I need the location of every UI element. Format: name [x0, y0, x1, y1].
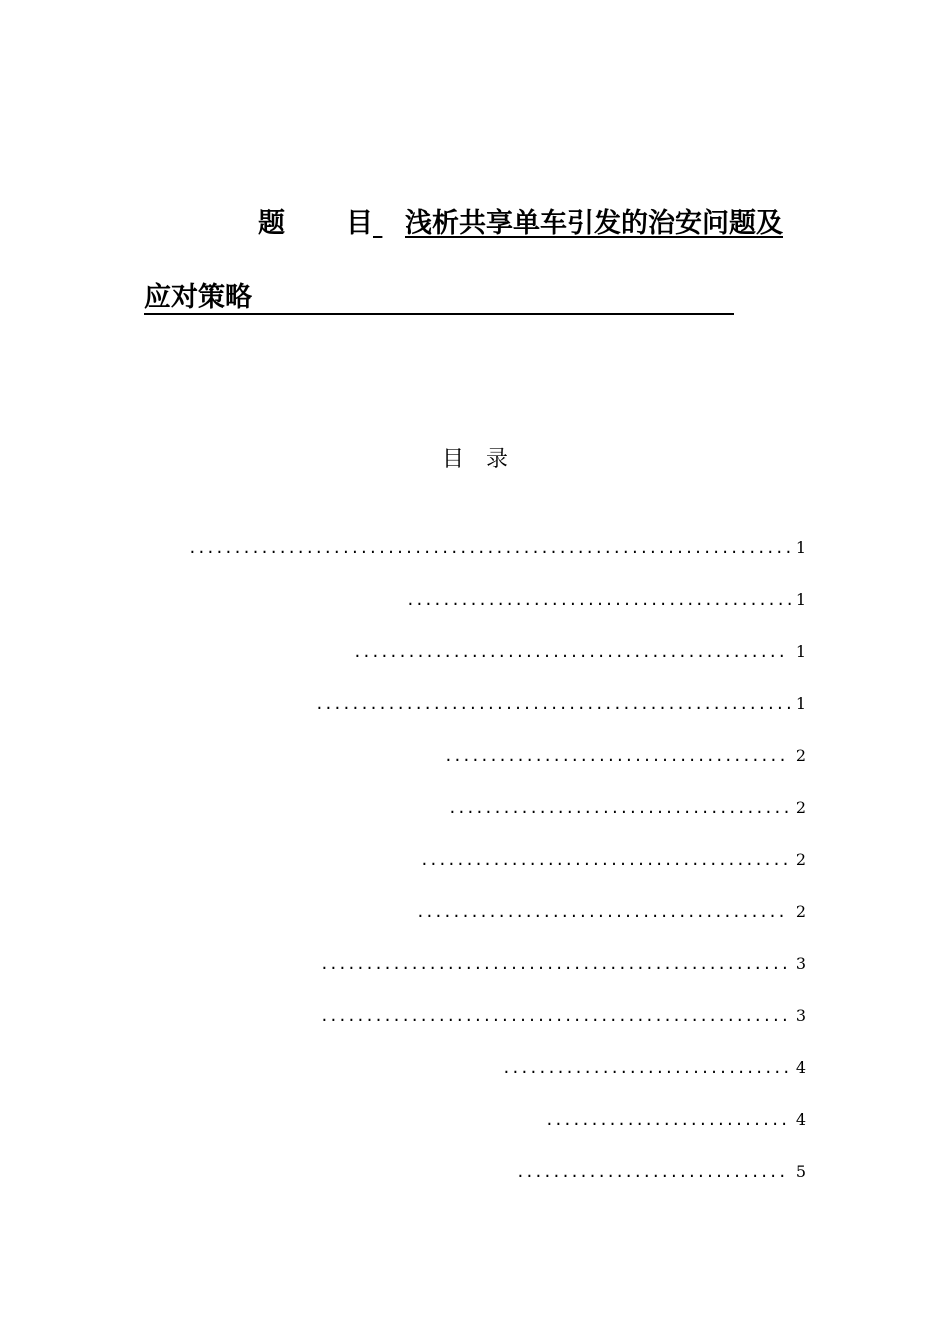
toc-entry[interactable]: [444, 742, 806, 770]
toc-entry[interactable]: [188, 534, 806, 562]
toc-leader-dots: ................................................: [352, 643, 787, 661]
title-line-1: [258, 200, 806, 248]
toc-leader-dots: ..............................: [515, 1163, 787, 1181]
toc-leader-dots: ...........................: [544, 1111, 789, 1129]
title-value-underlined: [373, 200, 783, 248]
toc-leader-dots: .........................................: [419, 851, 791, 869]
toc-page-number: 5: [795, 1162, 806, 1181]
toc-leader-dots: ......................................: [443, 747, 787, 765]
toc-leader-dots: ......................................: [447, 799, 791, 817]
toc-page-number: 4: [795, 1110, 806, 1129]
toc-page-number: 4: [795, 1058, 806, 1077]
toc-leader-dots: ....................................................: [319, 955, 790, 973]
title-label-char-2: 目: [346, 208, 373, 239]
toc-entry[interactable]: [320, 950, 806, 978]
toc-page-number: 2: [795, 746, 806, 765]
toc-leader-dots: ....................................................: [319, 1007, 790, 1025]
toc-entry[interactable]: [416, 898, 806, 926]
toc-entry[interactable]: [406, 586, 806, 614]
title-underline-rule: [144, 313, 734, 315]
title-label: [258, 200, 373, 248]
toc-leader-dots: ...................................................................: [187, 539, 793, 557]
toc-page-number: 1: [795, 642, 806, 661]
toc-page-number: 1: [795, 694, 806, 713]
toc-leader-dots: .....................................................: [314, 695, 794, 713]
toc-entry[interactable]: [420, 846, 806, 874]
toc-entry[interactable]: [320, 1002, 806, 1030]
toc-heading: 目录: [441, 447, 530, 472]
toc-leader-dots: .........................................: [415, 903, 787, 921]
title-underline-lead: [373, 200, 405, 248]
toc-leader-dots: ................................: [501, 1059, 791, 1077]
toc-page-number: 2: [795, 902, 806, 921]
toc-page-number: 3: [795, 954, 806, 973]
toc-entry[interactable]: [448, 794, 806, 822]
toc-page-number: 2: [795, 798, 806, 817]
title-label-char-1: 题: [258, 208, 285, 239]
toc-page-number: 1: [795, 590, 806, 609]
toc-entry[interactable]: [353, 638, 806, 666]
title-value-line-1: 浅析共享单车引发的治安问题及: [405, 208, 783, 239]
title-line-2: [144, 278, 734, 318]
toc-page-number: 1: [795, 538, 806, 557]
toc-page-number: 2: [795, 850, 806, 869]
toc-leader-dots: ...........................................: [405, 591, 795, 609]
toc-page-number: 3: [795, 1006, 806, 1025]
toc-entry[interactable]: [516, 1158, 806, 1186]
toc-entry[interactable]: [315, 690, 806, 718]
title-value-line-2: 应对策略: [144, 282, 252, 313]
toc-entry[interactable]: [545, 1106, 806, 1134]
toc-entry[interactable]: [502, 1054, 806, 1082]
